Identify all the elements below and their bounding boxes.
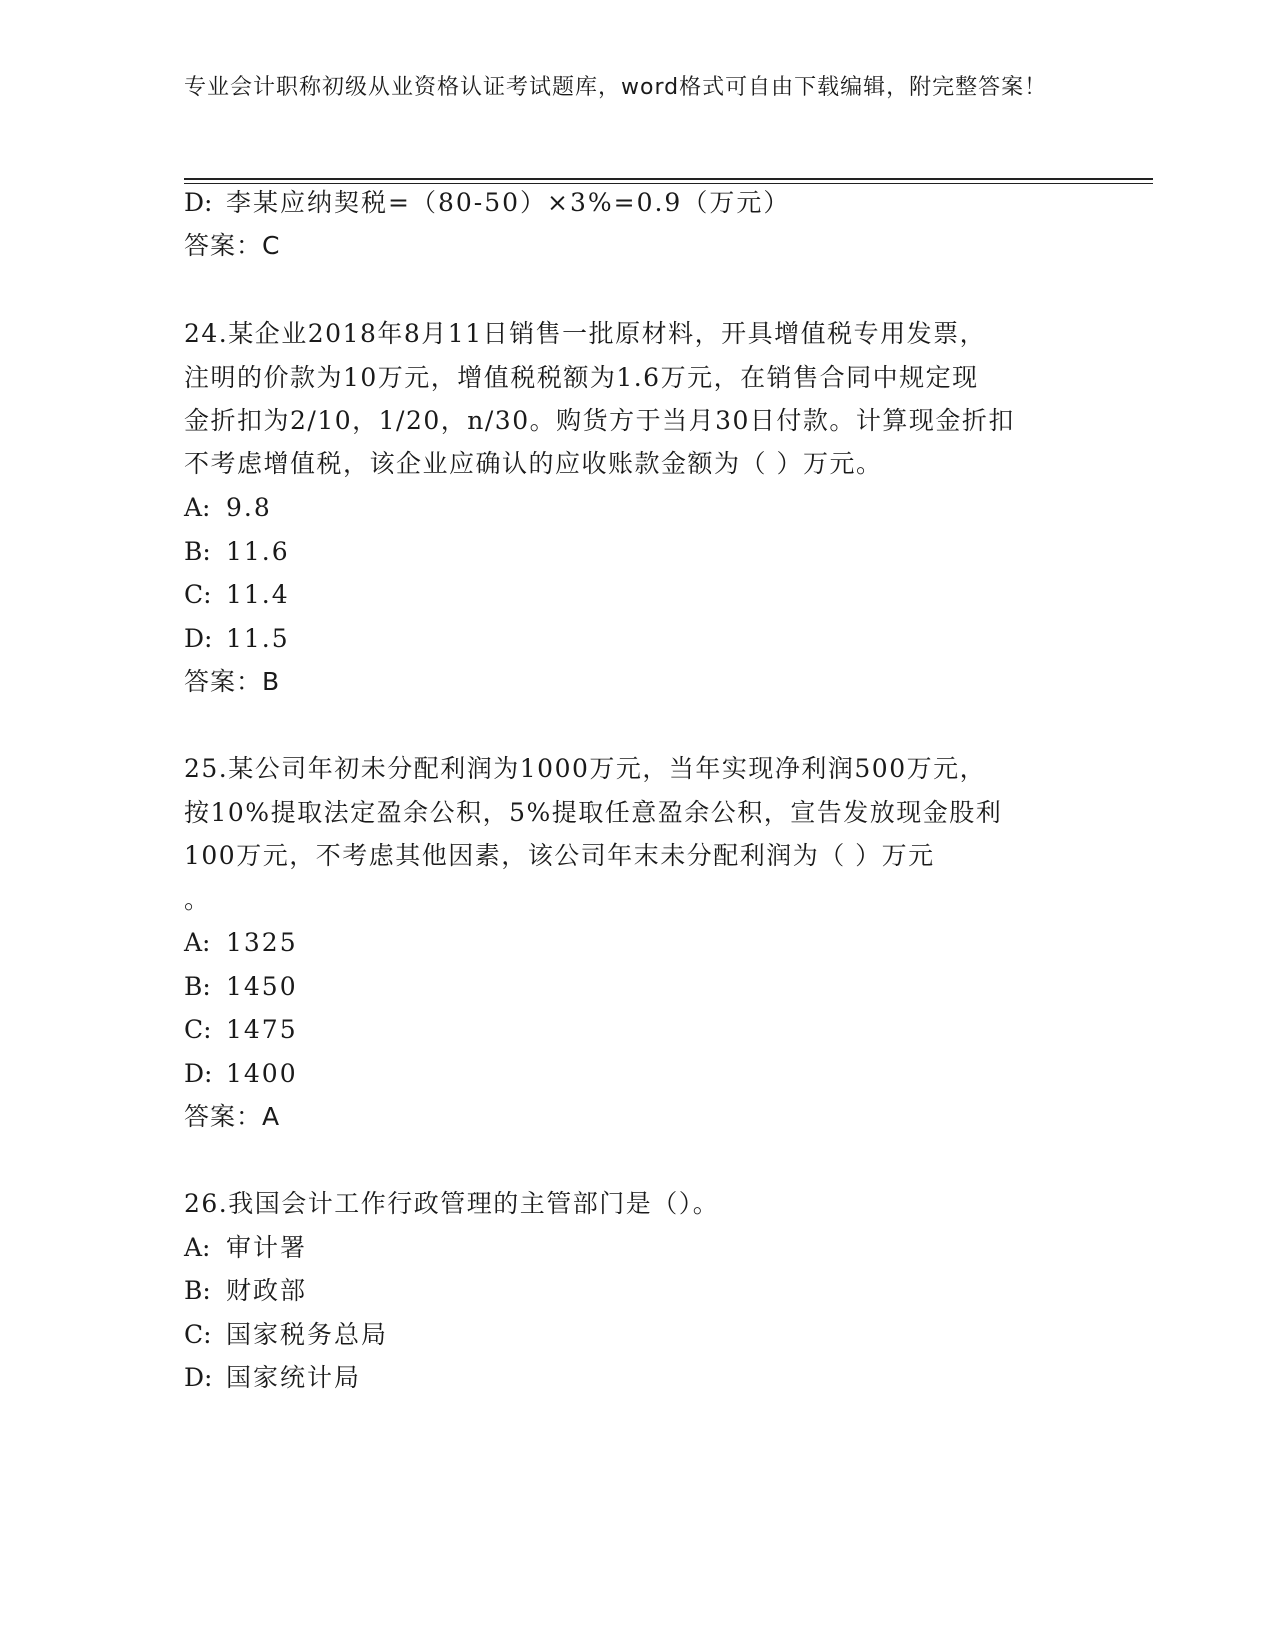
q25-option-b (184, 970, 298, 1004)
q26-stem-line-1: 26.我国会计工作行政管理的主管部门是（）。 (184, 1189, 720, 1218)
option-label: B: (184, 537, 211, 566)
q25-stem-line-4: 。 (184, 885, 211, 914)
option-label: C: (184, 580, 212, 609)
q25-stem-line-3: 100万元，不考虑其他因素，该公司年末未分配利润为（ ）万元 (184, 841, 935, 870)
q24-stem-line-3: 金折扣为2/10，1/20，n/30。购货方于当月30日付款。计算现金折扣 (184, 406, 1015, 435)
q24-stem-line-2: 注明的价款为10万元，增值税税额为1.6万元，在销售合同中规定现 (184, 363, 979, 392)
q25-stem-line-2: 按10%提取法定盈余公积，5%提取任意盈余公积，宣告发放现金股利 (184, 798, 1003, 827)
option-text: 国家统计局 (226, 1363, 362, 1392)
q24-stem-line-1: 24.某企业2018年8月11日销售一批原材料，开具增值税专用发票， (184, 319, 987, 348)
option-text: 1475 (226, 1015, 298, 1044)
option-label: D: (184, 188, 213, 217)
q26-option-d (184, 1361, 361, 1395)
option-label: D: (184, 1363, 213, 1392)
option-text: 李某应纳契税=（80-50）×3%=0.9（万元） (226, 188, 791, 217)
option-label: A: (184, 1233, 211, 1262)
option-label: D: (184, 1059, 213, 1088)
option-text: 财政部 (226, 1276, 308, 1305)
document-header: 专业会计职称初级从业资格认证考试题库，word格式可自由下载编辑，附完整答案！ (184, 75, 1048, 100)
q25-option-a (184, 926, 298, 960)
q26-option-c (184, 1318, 388, 1352)
prev-option-d (184, 186, 790, 220)
q24-option-b (184, 535, 290, 569)
q24-option-d (184, 622, 290, 656)
option-text: 国家税务总局 (226, 1320, 389, 1349)
option-label: C: (184, 1320, 212, 1349)
q25-option-d (184, 1057, 298, 1091)
option-text: 审计署 (226, 1233, 308, 1262)
header-divider-thick (184, 178, 1153, 180)
q24-answer: 答案：B (184, 667, 281, 696)
q24-stem-line-4: 不考虑增值税，该企业应确认的应收账款金额为（ ）万元。 (184, 449, 883, 478)
q25-option-c (184, 1013, 298, 1047)
option-label: A: (184, 493, 211, 522)
q25-stem-line-1: 25.某公司年初未分配利润为1000万元，当年实现净利润500万元， (184, 754, 987, 783)
option-text: 9.8 (226, 493, 272, 522)
q25-answer: 答案：A (184, 1102, 281, 1131)
q26-option-a (184, 1231, 307, 1265)
q24-option-a (184, 491, 272, 525)
option-text: 11.5 (226, 624, 290, 653)
q26-option-b (184, 1274, 307, 1308)
option-text: 11.4 (226, 580, 290, 609)
option-text: 1325 (226, 928, 298, 957)
header-divider-thin (184, 183, 1153, 184)
option-label: B: (184, 972, 211, 1001)
option-label: A: (184, 928, 211, 957)
prev-answer: 答案：C (184, 231, 281, 260)
option-text: 1450 (226, 972, 298, 1001)
option-label: D: (184, 624, 213, 653)
option-label: C: (184, 1015, 212, 1044)
option-text: 1400 (226, 1059, 298, 1088)
option-text: 11.6 (226, 537, 290, 566)
option-label: B: (184, 1276, 211, 1305)
q24-option-c (184, 578, 290, 612)
